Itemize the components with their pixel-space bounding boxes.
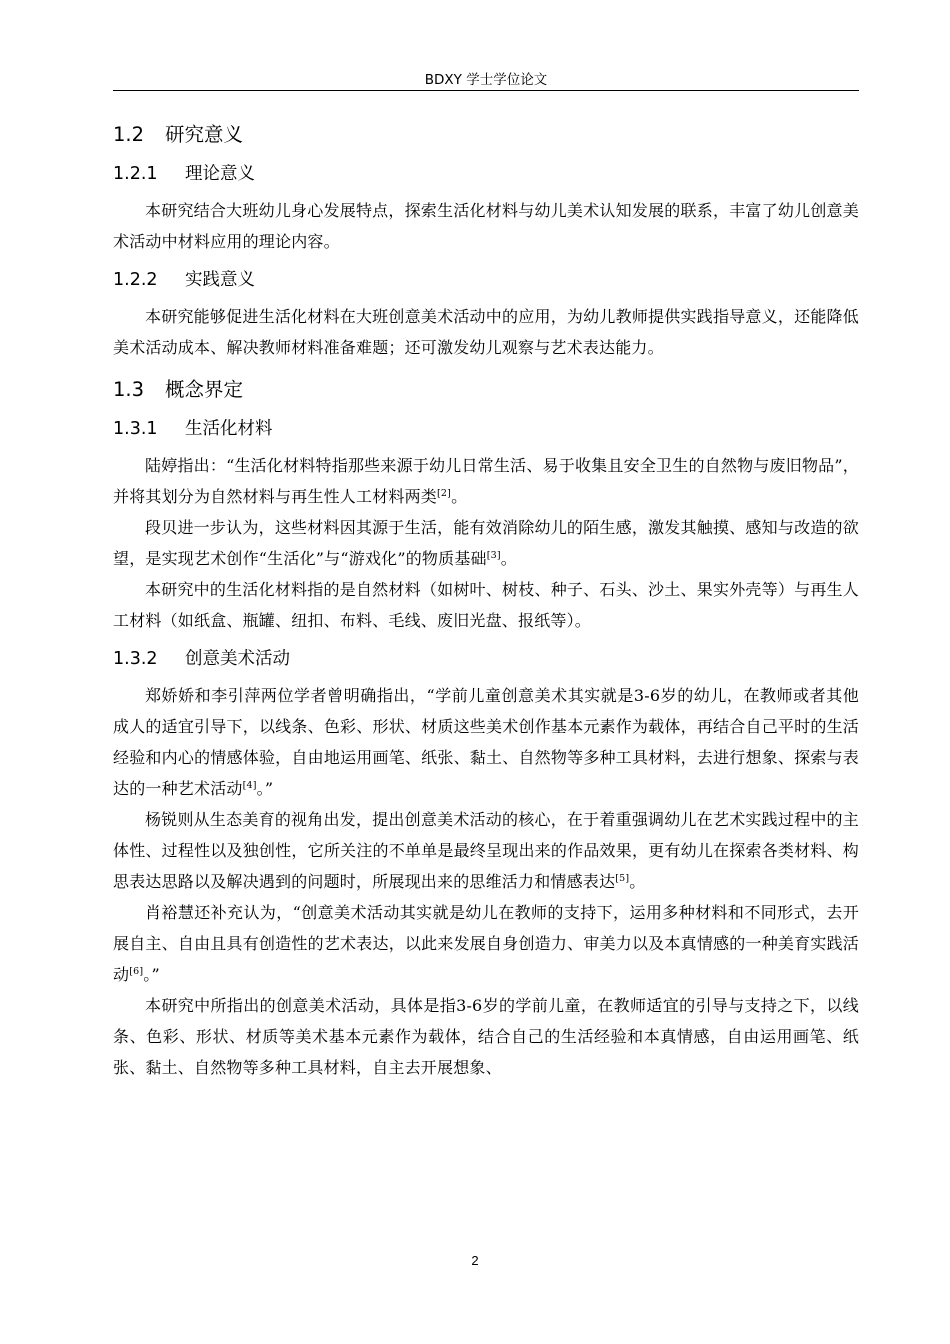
subsection-title: 实践意义 [185, 270, 255, 290]
paragraph [113, 450, 859, 512]
subsection-number: 1.3.1 [113, 419, 158, 439]
paragraph [113, 804, 859, 897]
subsection-heading-1-3-2 [113, 646, 859, 672]
subsection-heading-1-3-1 [113, 416, 859, 442]
page-body [113, 108, 859, 1083]
paragraph: 本研究能够促进生活化材料在大班创意美术活动中的应用，为幼儿教师提供实践指导意义，还能降低美术活动成本、解决教师材料准备难题；还可激发幼儿观察与艺术表达能力。 [113, 307, 859, 357]
paragraph-text: 杨锐则从生态美育的视角出发，提出创意美术活动的核心，在于着重强调幼儿在艺术实践过程中的主体性、过程性以及独创性，它所关注的不单单是最终呈现出来的作品效果，更有幼儿在探索各类材料、构思表达思路以及解决遇到的问题时，所展现出来的思维活力和情感表达 [113, 810, 859, 891]
section-number: 1.3 [113, 378, 145, 401]
subsection-title: 生活化材料 [185, 419, 273, 439]
subsection-number: 1.2.2 [113, 270, 158, 290]
section-heading-1-2 [113, 121, 859, 149]
citation-ref[interactable]: [3] [486, 550, 501, 561]
paragraph: 本研究结合大班幼儿身心发展特点，探索生活化材料与幼儿美术认知发展的联系，丰富了幼儿创意美术活动中材料应用的理论内容。 [113, 201, 859, 251]
paragraph [113, 512, 859, 574]
paragraph-text: 陆婷指出：“生活化材料特指那些来源于幼儿日常生活、易于收集且安全卫生的自然物与废旧物品”，并将其划分为自然材料与再生性人工材料两类 [113, 456, 859, 506]
citation-ref[interactable]: [5] [615, 873, 630, 884]
citation-ref[interactable]: [6] [129, 966, 144, 977]
paragraph-text: 肖裕慧还补充认为，“创意美术活动其实就是幼儿在教师的支持下，运用多种材料和不同形式，去开展自主、自由且具有创造性的艺术表达，以此来发展自身创造力、审美力以及本真情感的一种美育实践活动 [113, 903, 859, 984]
paragraph-end: 。 [451, 487, 468, 506]
paragraph-text: 郑娇娇和李引萍两位学者曾明确指出，“学前儿童创意美术其实就是3-6岁的幼儿，在教师或者其他成人的适宜引导下，以线条、色彩、形状、材质这些美术创作基本元素作为载体，再结合自己平时的生活经验和内心的情感体验，自由地运用画笔、纸张、黏土、自然物等多种工具材料，去进行想象、探索与表达的一种艺术活动 [113, 686, 859, 798]
paragraph-end: 。 [629, 872, 646, 891]
running-header: BDXY 学士学位论文 [424, 72, 548, 88]
paragraph-end: 。” [143, 965, 160, 984]
section-title: 研究意义 [165, 123, 244, 146]
paragraph-end: 。” [256, 779, 274, 798]
subsection-number: 1.3.2 [113, 649, 158, 669]
paragraph: 本研究中的生活化材料指的是自然材料（如树叶、树枝、种子、石头、沙土、果实外壳等）与再生人工材料（如纸盒、瓶罐、纽扣、布料、毛线、废旧光盘、报纸等）。 [113, 580, 859, 630]
subsection-title: 理论意义 [185, 164, 255, 184]
paragraph: 本研究中所指出的创意美术活动，具体是指3-6岁的学前儿童，在教师适宜的引导与支持之下，以线条、色彩、形状、材质等美术基本元素作为载体，结合自己的生活经验和本真情感，自由运用画笔、纸张、黏土、自然物等多种工具材料，自主去开展想象、 [113, 996, 859, 1077]
citation-ref[interactable]: [4] [242, 780, 257, 791]
subsection-title: 创意美术活动 [185, 649, 290, 669]
citation-ref[interactable]: [2] [437, 488, 452, 499]
page-number: 2 [471, 1253, 479, 1268]
header-rule [113, 90, 859, 91]
section-heading-1-3 [113, 376, 859, 404]
paragraph [113, 680, 859, 804]
paragraph-end: 。 [500, 549, 517, 568]
paragraph [113, 897, 859, 990]
subsection-number: 1.2.1 [113, 164, 158, 184]
section-title: 概念界定 [165, 378, 244, 401]
subsection-heading-1-2-1 [113, 161, 859, 187]
paragraph-text: 段贝进一步认为，这些材料因其源于生活，能有效消除幼儿的陌生感，激发其触摸、感知与改造的欲望，是实现艺术创作“生活化”与“游戏化”的物质基础 [113, 518, 859, 568]
subsection-heading-1-2-2 [113, 267, 859, 293]
section-number: 1.2 [113, 123, 145, 146]
